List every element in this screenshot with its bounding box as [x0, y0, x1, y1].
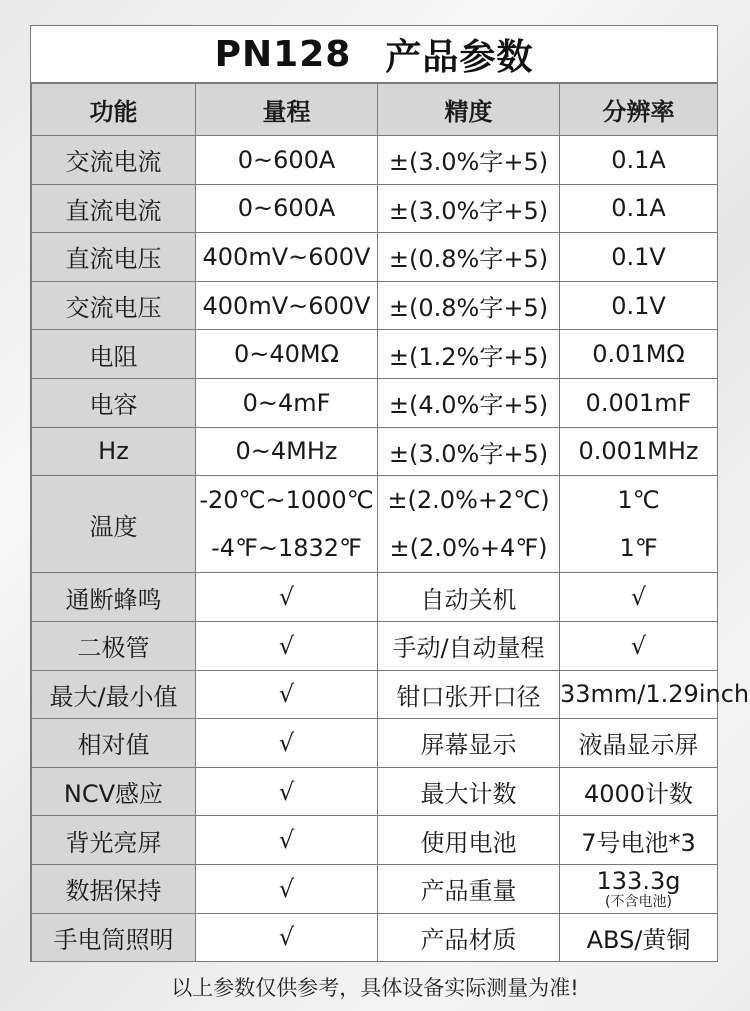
row-label: 电阻: [32, 330, 196, 379]
resolution-cell: 0.001mF: [560, 378, 718, 427]
row-label: 交流电流: [32, 136, 196, 185]
check-mark: √: [196, 573, 378, 622]
feature-value: 7号电池*3: [560, 816, 718, 865]
check-mark: √: [560, 621, 718, 670]
accuracy-cell: ±(0.8%字+5): [378, 233, 560, 282]
header-resolution: 分辨率: [560, 84, 718, 136]
resolution-cell: 1℉: [560, 524, 718, 573]
resolution-cell: 0.1V: [560, 233, 718, 282]
header-function: 功能: [32, 84, 196, 136]
table-row: [32, 816, 718, 865]
feature-label: NCV感应: [32, 767, 196, 816]
model-name: PN128: [214, 33, 352, 75]
weight-cell: [560, 864, 718, 913]
feature-label: 相对值: [32, 719, 196, 768]
table-row: [32, 719, 718, 768]
feature-label: 钳口张开口径: [378, 670, 560, 719]
range-cell: 400mV~600V: [196, 281, 378, 330]
title-text: 产品参数: [385, 36, 534, 78]
feature-label: 背光亮屏: [32, 816, 196, 865]
range-cell: -20℃~1000℃: [196, 476, 378, 525]
feature-label: 使用电池: [378, 816, 560, 865]
page-title: [31, 26, 717, 83]
check-mark: √: [196, 719, 378, 768]
range-cell: 400mV~600V: [196, 233, 378, 282]
accuracy-cell: ±(1.2%字+5): [378, 330, 560, 379]
accuracy-cell: ±(3.0%字+5): [378, 427, 560, 476]
feature-label: 产品重量: [378, 864, 560, 913]
table-row: [32, 670, 718, 719]
feature-value: ABS/黄铜: [560, 913, 718, 962]
accuracy-cell: ±(2.0%+4℉): [378, 524, 560, 573]
feature-note: (不含电池): [605, 893, 672, 910]
range-cell: -4℉~1832℉: [196, 524, 378, 573]
table-row: [32, 621, 718, 670]
feature-label: 手电筒照明: [32, 913, 196, 962]
accuracy-cell: ±(3.0%字+5): [378, 184, 560, 233]
table-row: [32, 378, 718, 427]
feature-label: 二极管: [32, 621, 196, 670]
table-row: [32, 184, 718, 233]
feature-label: 自动关机: [378, 573, 560, 622]
row-label: 电容: [32, 378, 196, 427]
row-label: 直流电压: [32, 233, 196, 282]
feature-label: 手动/自动量程: [378, 621, 560, 670]
row-label: 直流电流: [32, 184, 196, 233]
check-mark: √: [196, 670, 378, 719]
resolution-cell: 0.001MHz: [560, 427, 718, 476]
table-row: [32, 136, 718, 185]
range-cell: 0~600A: [196, 184, 378, 233]
feature-label: 最大计数: [378, 767, 560, 816]
range-cell: 0~4MHz: [196, 427, 378, 476]
disclaimer-footer: 以上参数仅供参考，具体设备实际测量为准!: [171, 976, 579, 1000]
feature-value: 4000计数: [560, 767, 718, 816]
resolution-cell: 0.1A: [560, 136, 718, 185]
feature-label: 屏幕显示: [378, 719, 560, 768]
range-cell: 0~40MΩ: [196, 330, 378, 379]
resolution-cell: 0.01MΩ: [560, 330, 718, 379]
feature-value: 133.3g: [596, 866, 681, 895]
feature-label: 最大/最小值: [32, 670, 196, 719]
table-row: [32, 330, 718, 379]
feature-label: 产品材质: [378, 913, 560, 962]
row-label-temperature: 温度: [32, 476, 196, 573]
accuracy-cell: ±(3.0%字+5): [378, 136, 560, 185]
table-row: [32, 427, 718, 476]
accuracy-cell: ±(0.8%字+5): [378, 281, 560, 330]
check-mark: √: [196, 767, 378, 816]
check-mark: √: [196, 816, 378, 865]
row-label: 交流电压: [32, 281, 196, 330]
check-mark: √: [196, 864, 378, 913]
resolution-cell: 0.1A: [560, 184, 718, 233]
spec-table: [31, 83, 750, 962]
resolution-cell: 0.1V: [560, 281, 718, 330]
range-cell: 0~4mF: [196, 378, 378, 427]
table-row: [32, 281, 718, 330]
feature-value: 液晶显示屏: [560, 719, 718, 768]
check-mark: √: [560, 573, 718, 622]
header-accuracy: 精度: [378, 84, 560, 136]
table-row: [32, 233, 718, 282]
header-range: 量程: [196, 84, 378, 136]
resolution-cell: 1℃: [560, 476, 718, 525]
accuracy-cell: ±(2.0%+2℃): [378, 476, 560, 525]
feature-label: 数据保持: [32, 864, 196, 913]
table-row: [32, 864, 718, 913]
feature-label: 通断蜂鸣: [32, 573, 196, 622]
check-mark: √: [196, 621, 378, 670]
check-mark: √: [196, 913, 378, 962]
range-cell: 0~600A: [196, 136, 378, 185]
accuracy-cell: ±(4.0%字+5): [378, 378, 560, 427]
spec-sheet: [30, 25, 750, 962]
table-row-temperature-c: [32, 476, 718, 525]
feature-value: 33mm/1.29inch: [560, 670, 718, 719]
table-row: [32, 573, 718, 622]
table-header-row: [32, 84, 718, 136]
table-row: [32, 767, 718, 816]
table-row: [32, 913, 718, 962]
row-label: Hz: [32, 427, 196, 476]
